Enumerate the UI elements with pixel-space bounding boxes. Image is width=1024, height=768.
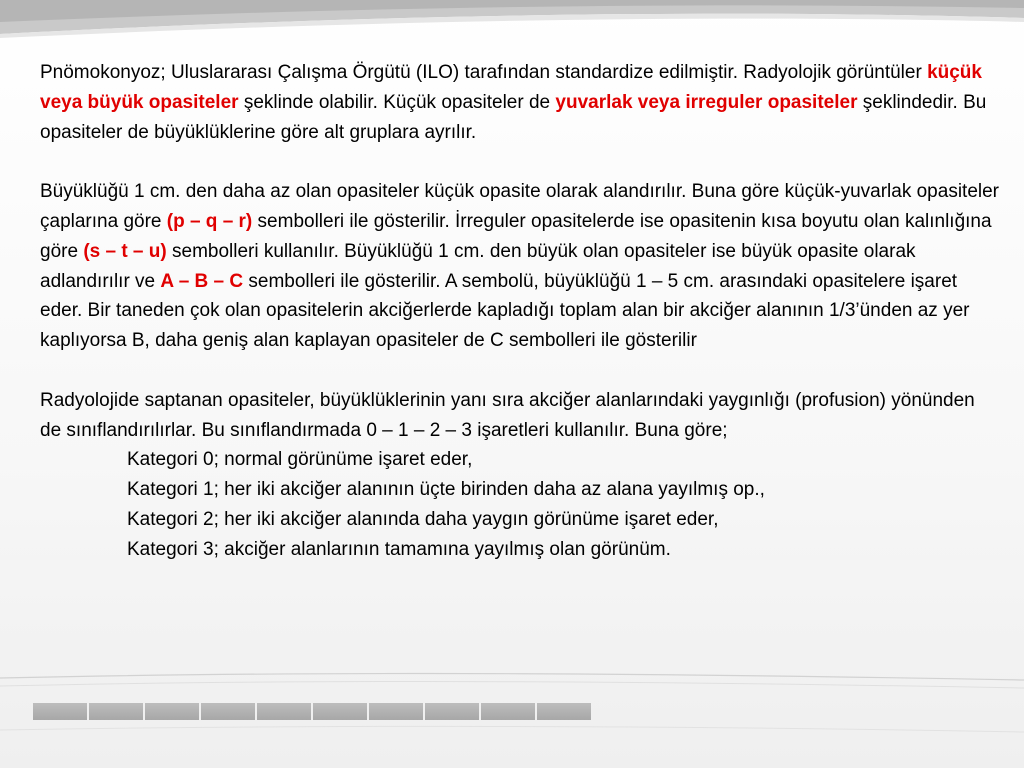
footer-blocks-decoration [33, 703, 593, 720]
footer-block [537, 703, 591, 720]
paragraph1-text-1: Pnömokonyoz; Uluslararası Çalışma Örgütü (ILO) tarafından standardize edilmiştir. Radyolojik görüntüler [40, 62, 928, 83]
footer-block [313, 703, 367, 720]
footer-block [481, 703, 535, 720]
category-1: Kategori 1; her iki akciğer alanının üçte birinden daha az alana yayılmış op., [127, 479, 765, 501]
category-2: Kategori 2; her iki akciğer alanında daha yaygın görünüme işaret eder, [127, 508, 719, 530]
footer-block [369, 703, 423, 720]
category-3: Kategori 3; akciğer alanlarının tamamına yayılmış olan görünüm. [127, 538, 671, 560]
footer-block [425, 703, 479, 720]
paragraph-size-symbols [40, 177, 1000, 356]
paragraph-profusion: Radyolojide saptanan opasiteler, büyüklüklerinin yanı sıra akciğer alanlarındaki yaygınlığı (profusion) yönünden de sınıflandırılırlar. Bu sınıflandırmada 0 – 1 – 2 – 3 işaretleri kullanılır. Buna göre; [40, 389, 975, 441]
footer-block [201, 703, 255, 720]
highlight-stu: (s – t – u) [83, 240, 167, 262]
paragraph2-text-2: sembolleri ile gösterilir. İrreguler opasitelerde ise opasitenin kısa boyutu olan kalınlığına göre [40, 210, 992, 262]
highlight-round-irregular-opacities: yuvarlak veya irreguler opasiteler [555, 91, 858, 113]
paragraph2-text-4: sembolleri ile gösterilir. A sembolü, büyüklüğü 1 – 5 cm. arasındaki opasitelere işaret eder. Bir taneden çok olan opasitelerin akciğerlerde kapladığı toplam alan bir akciğer alanının 1/3’ünden az yer kaplıyorsa B, daha geniş alan kaplayan opasiteler de C sembolleri ile gösterilir [40, 270, 970, 352]
paragraph2-text-3: sembolleri kullanılır. Büyüklüğü 1 cm. den büyük olan opasiteler ise büyük opasite olarak adlandırılır ve [40, 240, 916, 292]
highlight-pqr: (p – q – r) [166, 210, 253, 232]
highlight-small-large-opacities: küçük veya büyük opasiteler [40, 62, 982, 113]
footer-block [257, 703, 311, 720]
highlight-abc: A – B – C [160, 270, 244, 292]
paragraph-gap [40, 356, 1000, 386]
slide-content [40, 58, 1000, 565]
footer-block [33, 703, 87, 720]
paragraph1-text-3: şeklindedir. Bu opasiteler de büyüklüklerine göre alt gruplara ayrılır. [40, 91, 987, 143]
paragraph-gap [40, 147, 1000, 177]
paragraph-ilo [40, 58, 1000, 147]
footer-block [89, 703, 143, 720]
footer-block [145, 703, 199, 720]
category-0: Kategori 0; normal görünüme işaret eder, [127, 449, 473, 471]
paragraph2-text-1: Büyüklüğü 1 cm. den daha az olan opasiteler küçük opasite olarak alandırılır. Buna göre küçük-yuvarlak opasiteler çaplarına göre [40, 181, 999, 232]
paragraph1-text-2: şeklinde olabilir. Küçük opasiteler de [238, 91, 556, 113]
